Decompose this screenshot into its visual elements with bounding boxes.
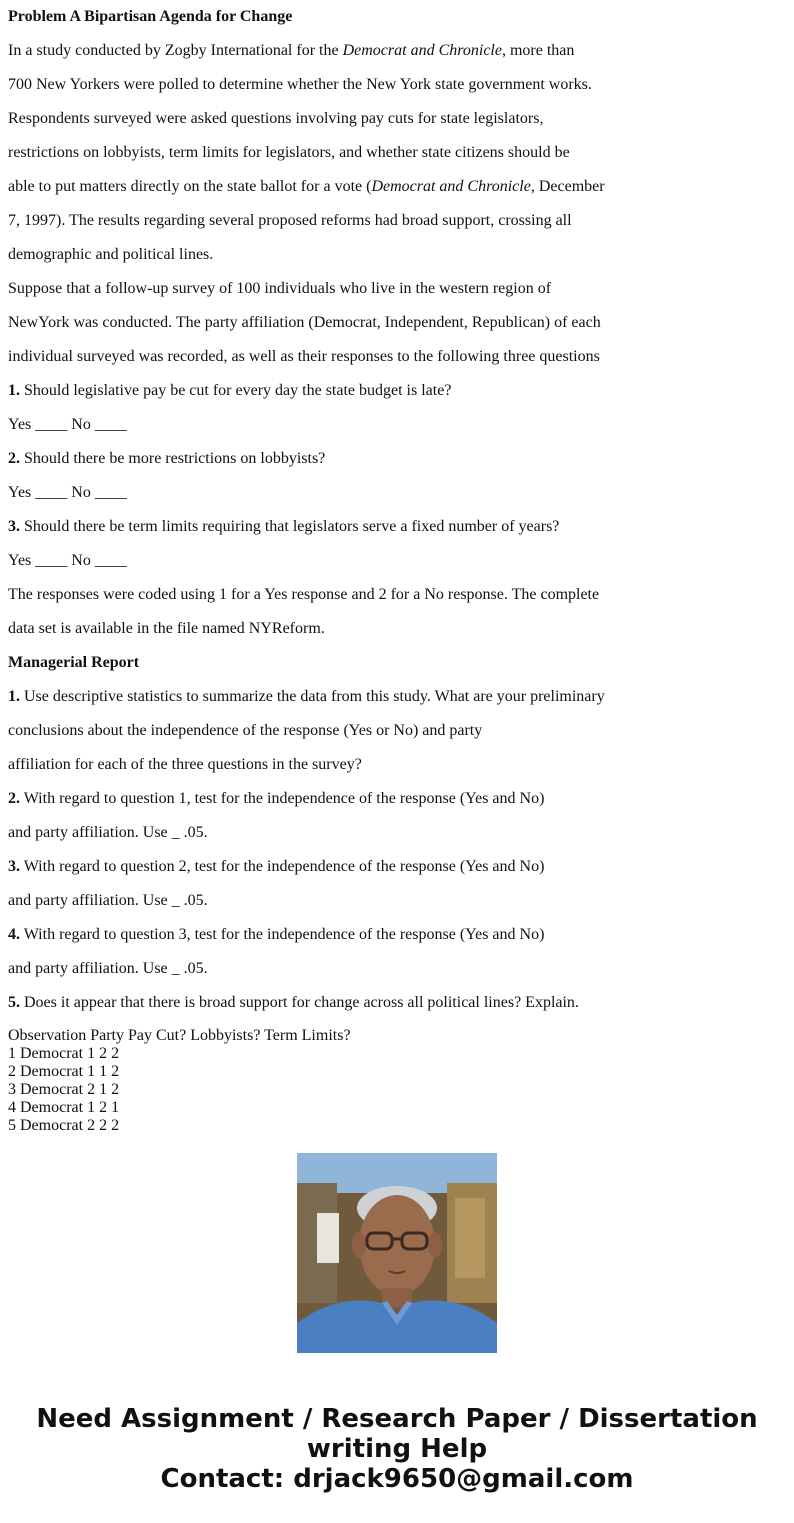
report-item-4 <box>8 926 544 944</box>
intro-line: demographic and political lines. <box>8 246 214 263</box>
item-text: With regard to question 2, test for the independence of the response (Yes and No) <box>20 858 545 875</box>
contact-email: Contact: drjack9650@gmail.com <box>160 1464 634 1494</box>
question-number: 1. <box>8 382 20 399</box>
survey-question-2 <box>8 450 325 468</box>
intro-line: restrictions on lobbyists, term limits for legislators, and whether state citizens should be <box>8 144 570 161</box>
intro-line: Respondents surveyed were asked questions involving pay cuts for state legislators, <box>8 110 544 127</box>
report-item-3-cont: and party affiliation. Use _ .05. <box>8 892 208 909</box>
item-number: 3. <box>8 858 20 875</box>
report-item-4-cont: and party affiliation. Use _ .05. <box>8 960 208 977</box>
intro-line: 700 New Yorkers were polled to determine whether the New York state government works. <box>8 76 592 93</box>
followup-line: individual surveyed was recorded, as well as their responses to the following three questions <box>8 348 600 365</box>
report-item-2-cont: and party affiliation. Use _ .05. <box>8 824 208 841</box>
intro-line <box>8 42 574 60</box>
followup-line: NewYork was conducted. The party affiliation (Democrat, Independent, Republican) of each <box>8 314 601 331</box>
survey-question-1 <box>8 382 451 400</box>
item-text: With regard to question 3, test for the independence of the response (Yes and No) <box>20 926 545 943</box>
problem-title: Problem A Bipartisan Agenda for Change <box>8 8 293 25</box>
item-text: Use descriptive statistics to summarize the data from this study. What are your preliminary <box>20 688 605 705</box>
intro-text: , December <box>530 178 605 195</box>
intro-text: In a study conducted by Zogby International for the <box>8 42 343 59</box>
item-text: Does it appear that there is broad support for change across all political lines? Explain. <box>20 994 579 1011</box>
intro-line <box>8 178 605 196</box>
question-number: 2. <box>8 450 20 467</box>
promo-line-2: writing Help <box>306 1434 488 1464</box>
coding-line: data set is available in the file named NYReform. <box>8 620 325 637</box>
publication-name: Democrat and Chronicle <box>342 42 502 59</box>
report-item-1 <box>8 688 605 706</box>
question-text: Should there be term limits requiring that legislators serve a fixed number of years? <box>20 518 560 535</box>
intro-line: 7, 1997). The results regarding several proposed reforms had broad support, crossing all <box>8 212 572 229</box>
report-item-3 <box>8 858 544 876</box>
data-table-row: 2 Democrat 1 1 2 <box>8 1063 120 1080</box>
answer-blanks-2: Yes ____ No ____ <box>8 484 127 501</box>
publication-name: Democrat and Chronicle <box>371 178 531 195</box>
followup-line: Suppose that a follow-up survey of 100 individuals who live in the western region of <box>8 280 552 297</box>
item-number: 1. <box>8 688 20 705</box>
answer-blanks-3: Yes ____ No ____ <box>8 552 127 569</box>
report-item-5 <box>8 994 579 1012</box>
promo-line-1: Need Assignment / Research Paper / Dissertation <box>36 1404 758 1434</box>
survey-question-3 <box>8 518 559 536</box>
report-heading: Managerial Report <box>8 654 140 671</box>
data-table-row: 4 Democrat 1 2 1 <box>8 1099 120 1116</box>
question-text: Should there be more restrictions on lobbyists? <box>20 450 326 467</box>
item-text: With regard to question 1, test for the independence of the response (Yes and No) <box>20 790 545 807</box>
coding-line: The responses were coded using 1 for a Yes response and 2 for a No response. The complete <box>8 586 600 603</box>
item-number: 5. <box>8 994 20 1011</box>
data-table-header: Observation Party Pay Cut? Lobbyists? Term Limits? <box>8 1027 351 1044</box>
item-number: 2. <box>8 790 20 807</box>
question-number: 3. <box>8 518 20 535</box>
data-table-row: 5 Democrat 2 2 2 <box>8 1117 120 1134</box>
data-table-preview <box>8 1027 508 1134</box>
intro-text: able to put matters directly on the state ballot for a vote ( <box>8 178 372 195</box>
data-table-row: 1 Democrat 1 2 2 <box>8 1045 120 1062</box>
question-text: Should legislative pay be cut for every day the state budget is late? <box>20 382 452 399</box>
report-item-1-cont: conclusions about the independence of the response (Yes or No) and party <box>8 722 483 739</box>
intro-text: , more than <box>501 42 575 59</box>
avatar <box>297 1153 497 1353</box>
report-item-1-cont: affiliation for each of the three questions in the survey? <box>8 756 362 773</box>
data-table-row: 3 Democrat 2 1 2 <box>8 1081 120 1098</box>
item-number: 4. <box>8 926 20 943</box>
answer-blanks-1: Yes ____ No ____ <box>8 416 127 433</box>
report-item-2 <box>8 790 544 808</box>
